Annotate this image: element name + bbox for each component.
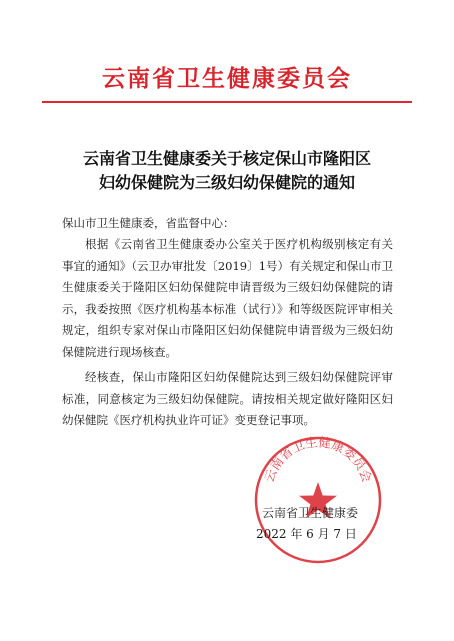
signer: 云南省卫生健康委 bbox=[262, 506, 359, 520]
title-line-2: 妇幼保健院为三级妇幼保健院的通知 bbox=[98, 173, 355, 192]
official-seal bbox=[252, 434, 384, 566]
body-paragraph-1: 根据《云南省卫生健康委办公室关于医疗机构级别核定有关事宜的通知》（云卫办审批发〔2019〕1号）有关规定和保山市卫生健康委关于隆阳区妇幼保健院申请晋级为三级妇幼保健院的请示，我委按照《医疗机构基本标准（试行）》和等级医院评审相关规定，组织专家对保山市隆阳区妇幼保健院申请晋级为三级妇幼保健院进行现场核查。 bbox=[62, 237, 393, 359]
seal-text: 云南省卫生健康委员会 bbox=[261, 434, 375, 485]
issue-date: 2022 年 6 月 7 日 bbox=[256, 527, 357, 541]
title-line-1: 云南省卫生健康委关于核定保山市隆阳区 bbox=[82, 149, 371, 168]
header-divider bbox=[42, 101, 412, 103]
agency-header: 云南省卫生健康委员会 bbox=[102, 66, 352, 92]
body-paragraph-2: 经核查，保山市隆阳区妇幼保健院达到三级妇幼保健院评审标准，同意核定为三级妇幼保健院。请按相关规定做好隆阳区妇幼保健院《医疗机构执业许可证》变更登记事项。 bbox=[62, 370, 393, 427]
salutation: 保山市卫生健康委，省监督中心： bbox=[62, 216, 235, 230]
document-title bbox=[40, 147, 414, 195]
